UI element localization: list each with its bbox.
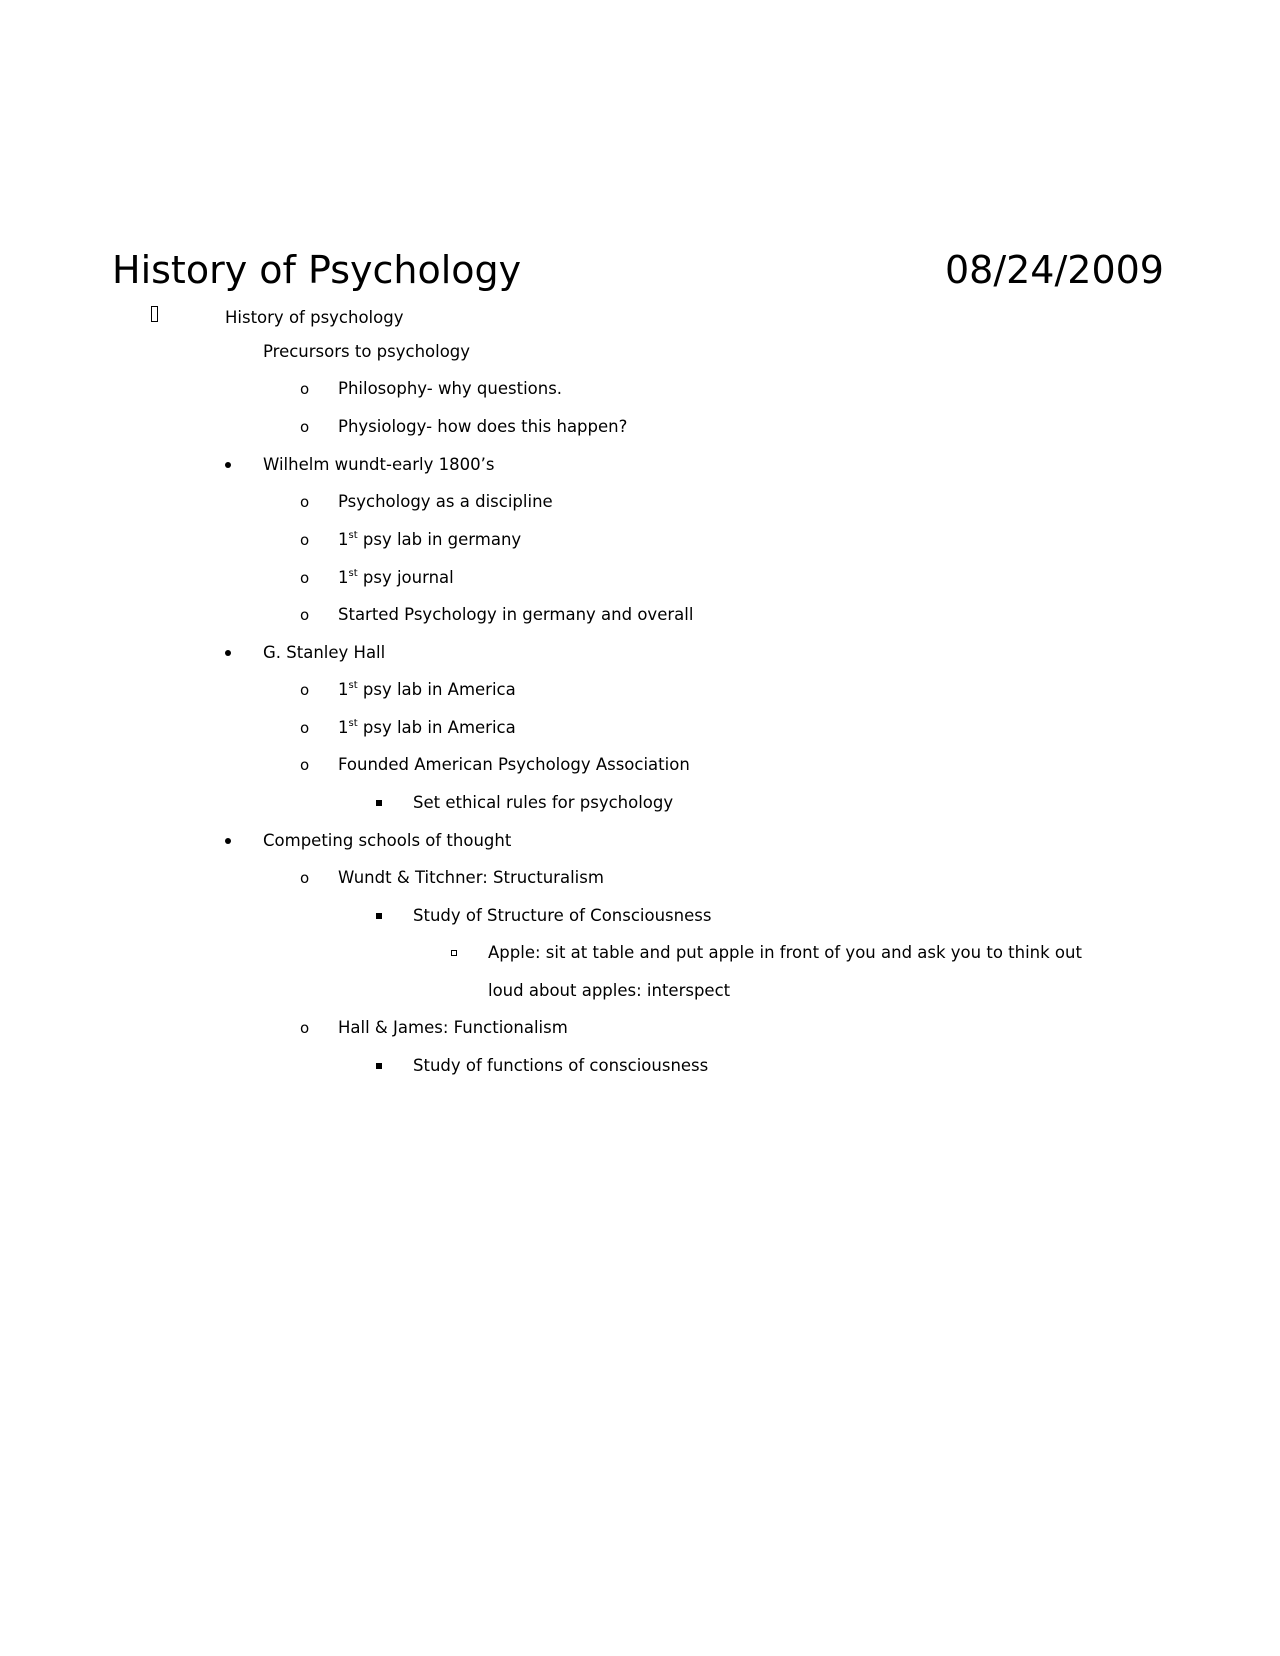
list-marker-circle-icon: o bbox=[300, 1019, 310, 1037]
outline-item: 1st psy lab in America bbox=[338, 680, 516, 699]
outline-item: Set ethical rules for psychology bbox=[413, 793, 674, 812]
list-marker-circle-icon: o bbox=[300, 569, 310, 587]
list-marker-circle-icon: o bbox=[300, 719, 310, 737]
list-marker-circle-icon: o bbox=[300, 681, 310, 699]
list-marker-circle-icon: o bbox=[300, 606, 310, 624]
outline-item: History of psychology bbox=[225, 308, 404, 327]
list-marker-circle-icon: o bbox=[300, 380, 310, 398]
list-marker-circle-icon: o bbox=[300, 493, 310, 511]
list-marker-bullet-icon bbox=[225, 650, 231, 656]
list-marker-square-icon bbox=[376, 913, 382, 919]
list-marker-square-icon bbox=[376, 1063, 382, 1069]
outline-item: Study of functions of consciousness bbox=[413, 1056, 709, 1075]
list-marker-bullet-icon bbox=[225, 838, 231, 844]
page-date: 08/24/2009 bbox=[944, 248, 1164, 292]
outline-item: Psychology as a discipline bbox=[338, 492, 553, 511]
outline-item: 1st psy lab in America bbox=[338, 718, 516, 737]
list-marker-circle-icon: o bbox=[300, 756, 310, 774]
outline-item: Wundt & Titchner: Structuralism bbox=[338, 868, 604, 887]
outline-item: Hall & James: Functionalism bbox=[338, 1018, 568, 1037]
list-marker-hollow-square-icon bbox=[451, 950, 457, 956]
list-marker-square-icon bbox=[376, 800, 382, 806]
outline-item: Physiology- how does this happen? bbox=[338, 417, 628, 436]
page-title: History of Psychology bbox=[112, 248, 522, 292]
outline-item: Competing schools of thought bbox=[263, 831, 512, 850]
outline-item: Wilhelm wundt-early 1800’s bbox=[263, 455, 495, 474]
outline-item: 1st psy journal bbox=[338, 568, 454, 587]
outline-item: Precursors to psychology bbox=[263, 342, 471, 361]
list-marker-circle-icon: o bbox=[300, 531, 310, 549]
outline-item: Study of Structure of Consciousness bbox=[413, 906, 712, 925]
list-marker-circle-icon: o bbox=[300, 869, 310, 887]
list-marker-box-icon bbox=[151, 306, 158, 322]
outline-item: 1st psy lab in germany bbox=[338, 530, 522, 549]
outline-item-continuation: loud about apples: interspect bbox=[488, 981, 731, 1000]
outline-item: Philosophy- why questions. bbox=[338, 379, 563, 398]
outline-item: Started Psychology in germany and overall bbox=[338, 605, 694, 624]
outline-item: Founded American Psychology Association bbox=[338, 755, 690, 774]
list-marker-bullet-icon bbox=[225, 462, 231, 468]
list-marker-circle-icon: o bbox=[300, 418, 310, 436]
outline-item: Apple: sit at table and put apple in front of you and ask you to think out bbox=[488, 943, 1082, 962]
outline-item: G. Stanley Hall bbox=[263, 643, 386, 662]
